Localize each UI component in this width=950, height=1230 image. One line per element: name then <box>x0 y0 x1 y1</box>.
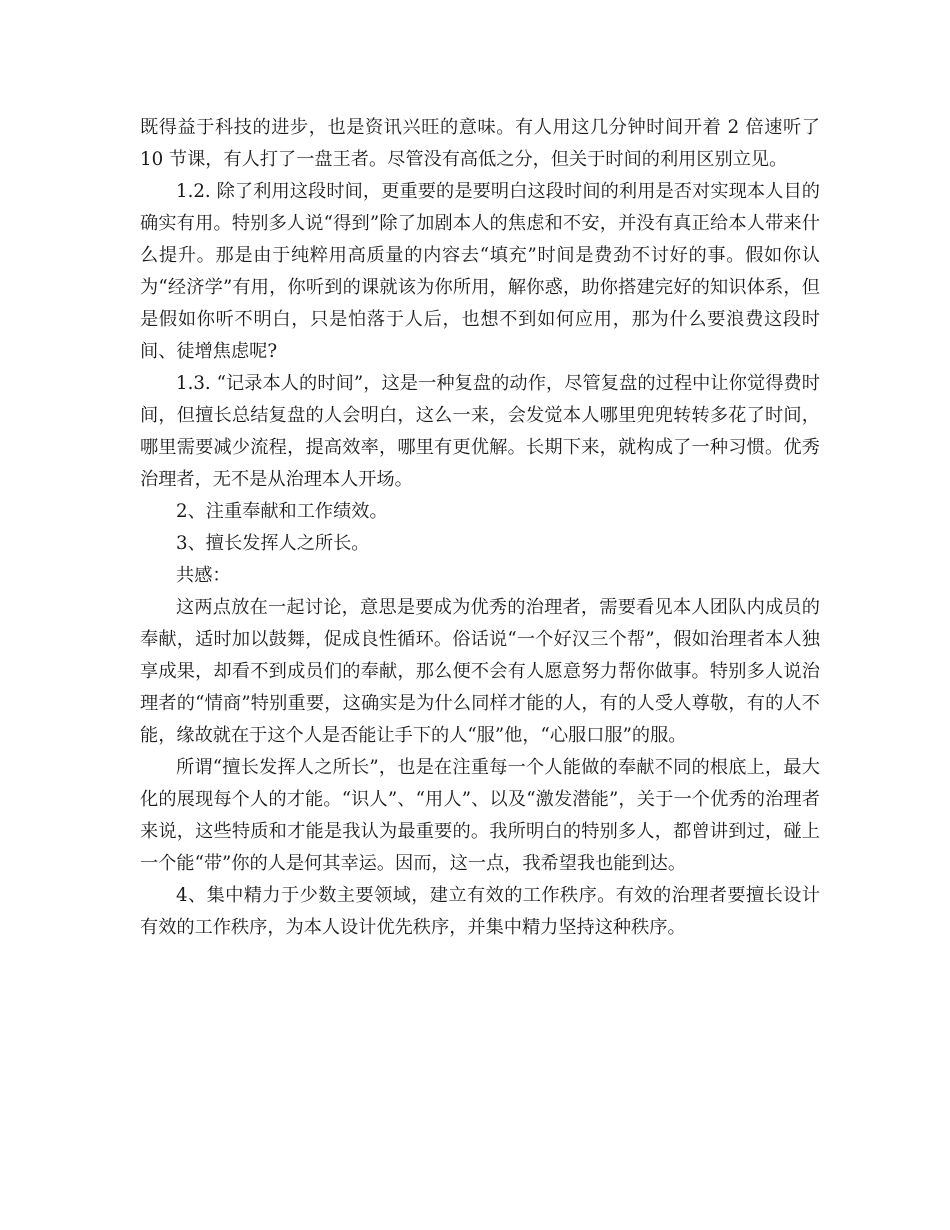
paragraph-item-4: 4、集中精力于少数主要领域，建立有效的工作秩序。有效的治理者要擅长设计有效的工作秩序，为本人设计优先秩序，并集中精力坚持这种秩序。 <box>140 885 820 938</box>
paragraph-reflection-1: 这两点放在一起讨论，意思是要成为优秀的治理者，需要看见本人团队内成员的奉献，适时加以鼓舞，促成良性循环。俗话说“一个好汉三个帮”，假如治理者本人独享成果，却看不到成员们的奉献，那么便不会有人愿意努力帮你做事。特别多人说治理者的“情商”特别重要，这确实是为什么同样才能的人，有的人受人尊敬，有的人不能，缘故就在于这个人是否能让手下的人“服”他，“心服口服”的服。 <box>140 597 820 746</box>
paragraph-reflection-2: 所谓“擅长发挥人之所长”，也是在注重每一个人能做的奉献不同的根底上，最大化的展现每个人的才能。“识人”、“用人”、以及“激发潜能”，关于一个优秀的治理者来说，这些特质和才能是我认为最重要的。我所明白的特别多人，都曾讲到过，碰上一个能“带”你的人是何其幸运。因而，这一点，我希望我也能到达。 <box>140 757 820 874</box>
paragraph-1-3: 1.3. “记录本人的时间”，这是一种复盘的动作，尽管复盘的过程中让你觉得费时间，但擅长总结复盘的人会明白，这么一来，会发觉本人哪里兜兜转转多花了时间，哪里需要减少流程，提高效率，哪里有更优解。长期下来，就构成了一种习惯。优秀治理者，无不是从治理本人开场。 <box>140 373 820 490</box>
heading-item-2: 2、注重奉献和工作绩效。 <box>176 501 388 522</box>
heading-item-3: 3、擅长发挥人之所长。 <box>176 533 370 554</box>
document-body <box>140 112 820 944</box>
paragraph-continuation: 既得益于科技的进步，也是资讯兴旺的意味。有人用这几分钟时间开着 2 倍速听了 10 节课，有人打了一盘王者。尽管没有高低之分，但关于时间的利用区别立见。 <box>140 117 820 170</box>
reflection-label: 共感： <box>176 565 231 586</box>
paragraph-1-2: 1.2. 除了利用这段时间，更重要的是要明白这段时间的利用是否对实现本人目的确实有用。特别多人说“得到”除了加剧本人的焦虑和不安，并没有真正给本人带来什么提升。那是由于纯粹用高质量的内容去“填充”时间是费劲不讨好的事。假如你认为“经济学”有用，你听到的课就该为你所用，解你惑，助你搭建完好的知识体系，但是假如你听不明白，只是怕落于人后，也想不到如何应用，那为什么要浪费这段时间、徒增焦虑呢? <box>140 181 820 362</box>
